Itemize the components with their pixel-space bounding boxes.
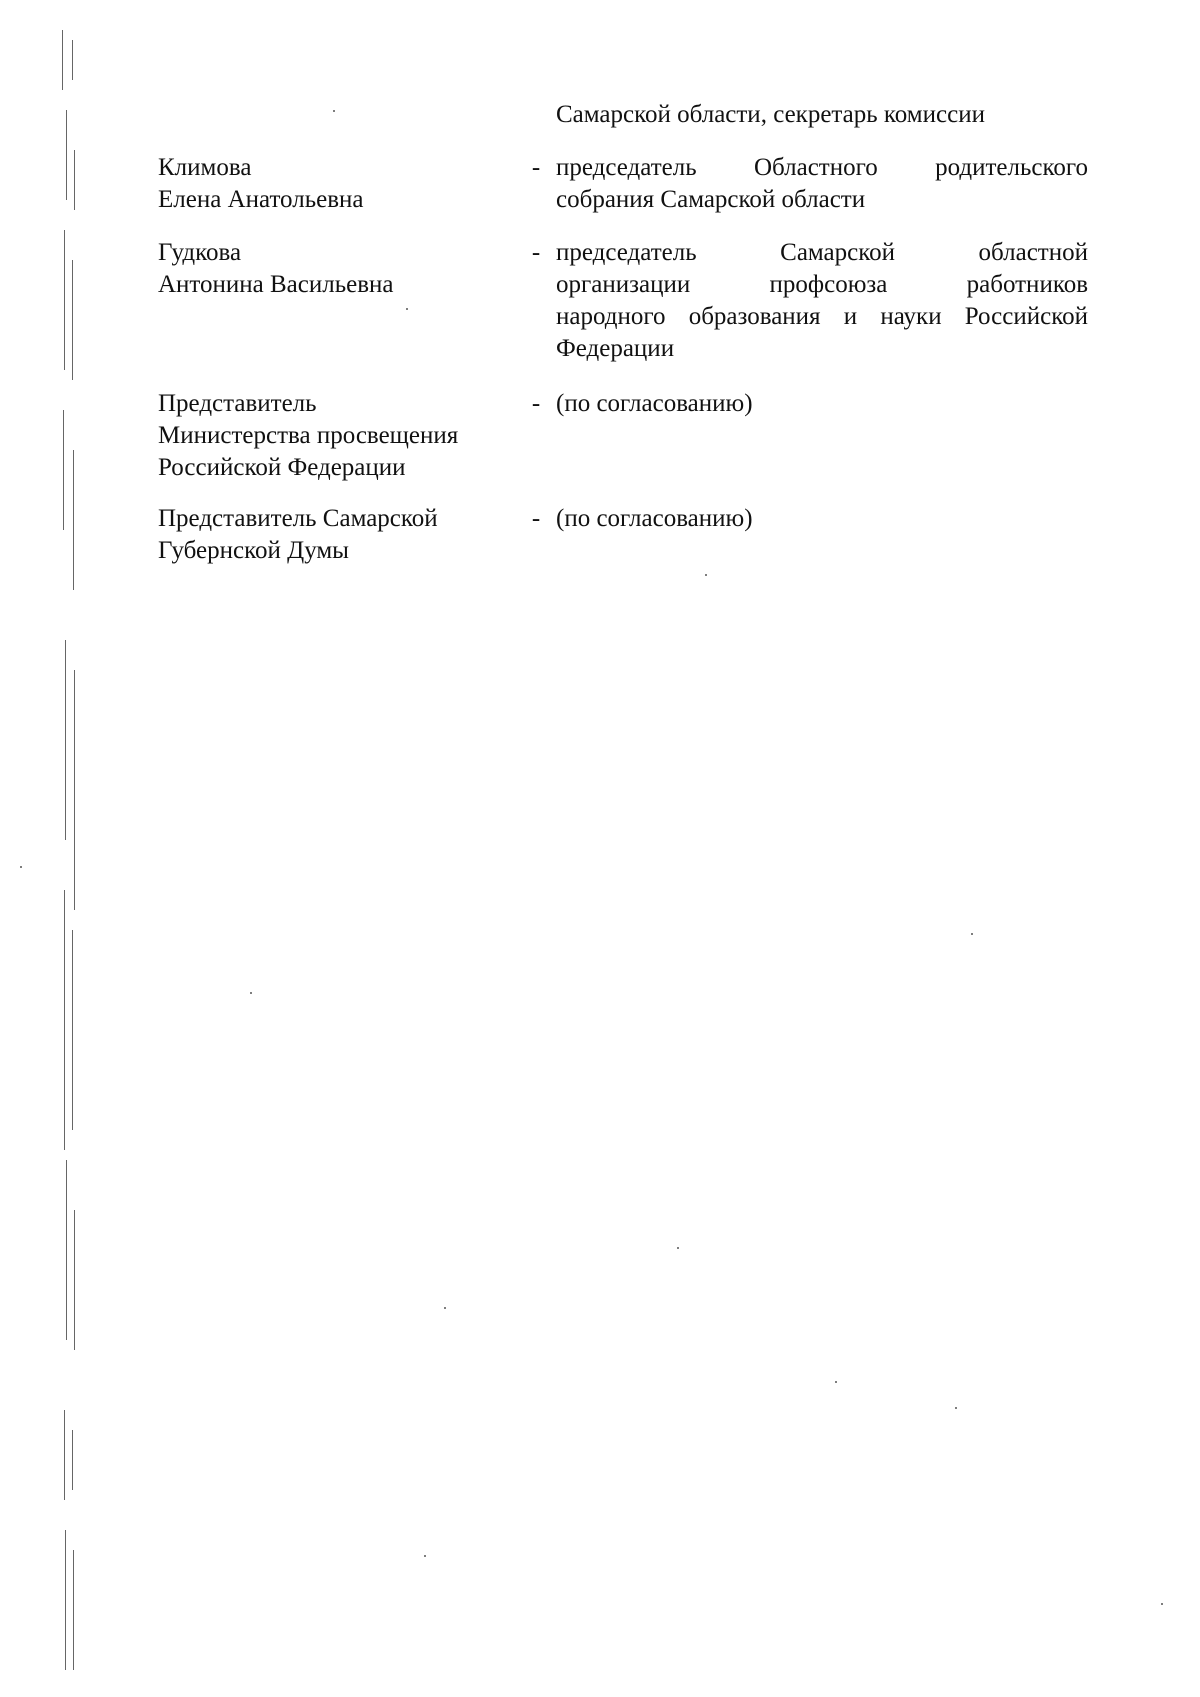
scan-speck (971, 933, 973, 935)
member-name-line: Министерства просвещения (158, 422, 459, 449)
member-role (556, 152, 1088, 216)
scan-speck (705, 574, 707, 576)
member-name-line: Российской Федерации (158, 454, 406, 481)
member-role-line: (по согласованию) (556, 505, 753, 532)
scan-speck (835, 1381, 837, 1383)
member-name-line: Елена Анатольевна (158, 186, 364, 213)
member-name (158, 237, 518, 301)
member-name-line: Представитель (158, 390, 317, 417)
scan-speck (333, 110, 335, 112)
member-name-line: Гудкова (158, 239, 242, 266)
scan-speck (677, 1247, 679, 1249)
member-role-line: организации профсоюза работников (556, 271, 1088, 298)
member-role-line: Федерации (556, 335, 675, 362)
dash-separator: - (531, 154, 541, 181)
member-name-line: Представитель Самарской (158, 505, 438, 532)
member-role-line: народного образования и науки Российской (556, 303, 1088, 330)
scan-speck (444, 1307, 446, 1309)
scan-speck (955, 1407, 957, 1409)
scan-speck (20, 866, 22, 868)
member-role-line: председатель Областного родительского (556, 154, 1088, 181)
member-name (158, 152, 518, 216)
scan-edge-artifact (60, 30, 90, 1670)
member-name-line: Климова (158, 154, 252, 181)
member-role (556, 237, 1088, 365)
member-role (556, 503, 1088, 535)
scan-speck (424, 1555, 426, 1557)
dash-separator: - (531, 239, 541, 266)
scan-speck (406, 308, 408, 310)
member-role (556, 388, 1088, 420)
member-role-line: (по согласованию) (556, 390, 753, 417)
member-role-line: собрания Самарской области (556, 186, 866, 213)
dash-separator: - (531, 505, 541, 532)
member-role-line: председатель Самарской областной (556, 239, 1088, 266)
scan-speck (250, 992, 252, 994)
member-name (158, 503, 518, 567)
member-name-line: Антонина Васильевна (158, 271, 394, 298)
carry-over-text: Самарской области, секретарь комиссии (556, 101, 985, 128)
member-name (158, 388, 518, 484)
member-name-line: Губернской Думы (158, 537, 349, 564)
scan-speck (1161, 1603, 1163, 1605)
dash-separator: - (531, 390, 541, 417)
